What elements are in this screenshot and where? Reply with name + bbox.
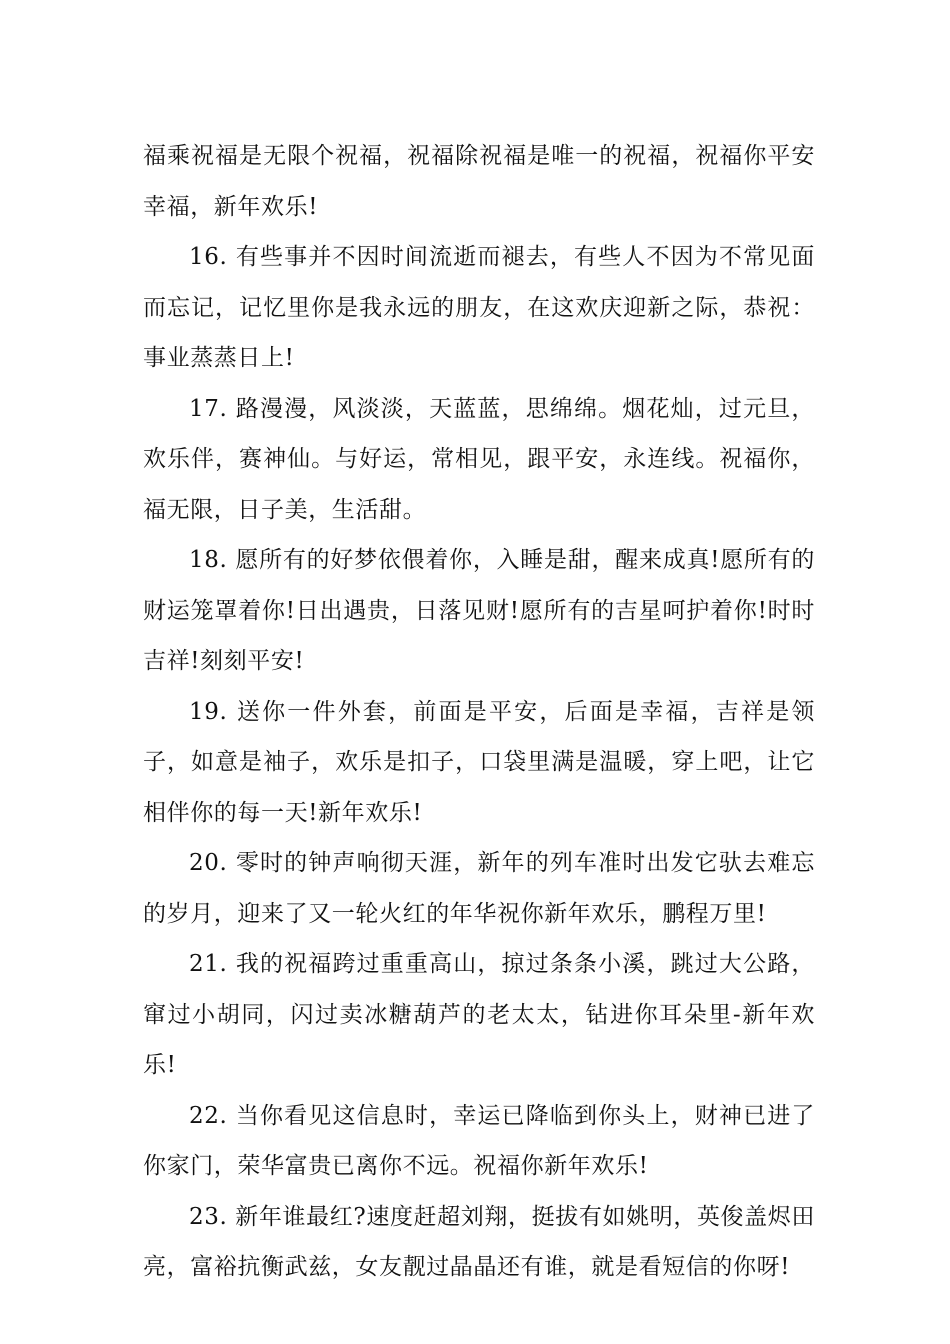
paragraph-16: 16. 有些事并不因时间流逝而褪去，有些人不因为不常见面而忘记，记忆里你是我永远的朋友，在这欢庆迎新之际，恭祝：事业蒸蒸日上! [143,244,815,371]
paragraph-22: 22. 当你看见这信息时，幸运已降临到你头上，财神已进了你家门，荣华富贵已离你不远。祝福你新年欢乐! [143,1102,815,1179]
paragraph-continued: 福乘祝福是无限个祝福，祝福除祝福是唯一的祝福，祝福你平安幸福，新年欢乐! [143,143,815,220]
paragraph-19: 19. 送你一件外套，前面是平安，后面是幸福，吉祥是领子，如意是袖子，欢乐是扣子，口袋里满是温暖，穿上吧，让它相伴你的每一天!新年欢乐! [143,698,815,826]
document-body [143,131,815,1293]
paragraph-17: 17. 路漫漫，风淡淡，天蓝蓝，思绵绵。烟花灿，过元旦，欢乐伴，赛神仙。与好运，常相见，跟平安，永连线。祝福你，福无限，日子美，生活甜。 [143,395,815,523]
paragraph-20: 20. 零时的钟声响彻天涯，新年的列车准时出发它驮去难忘的岁月，迎来了又一轮火红的年华祝你新年欢乐，鹏程万里! [143,850,815,927]
paragraph-23: 23. 新年谁最红?速度赶超刘翔，挺拔有如姚明，英俊盖烬田亮，富裕抗衡武兹，女友靓过晶晶还有谁，就是看短信的你呀! [143,1203,815,1280]
paragraph-18: 18. 愿所有的好梦依偎着你，入睡是甜，醒来成真!愿所有的财运笼罩着你!日出遇贵，日落见财!愿所有的吉星呵护着你!时时吉祥!刻刻平安! [143,547,815,674]
paragraph-21: 21. 我的祝福跨过重重高山，掠过条条小溪，跳过大公路，窜过小胡同，闪过卖冰糖葫芦的老太太，钻进你耳朵里-新年欢乐! [143,951,815,1078]
